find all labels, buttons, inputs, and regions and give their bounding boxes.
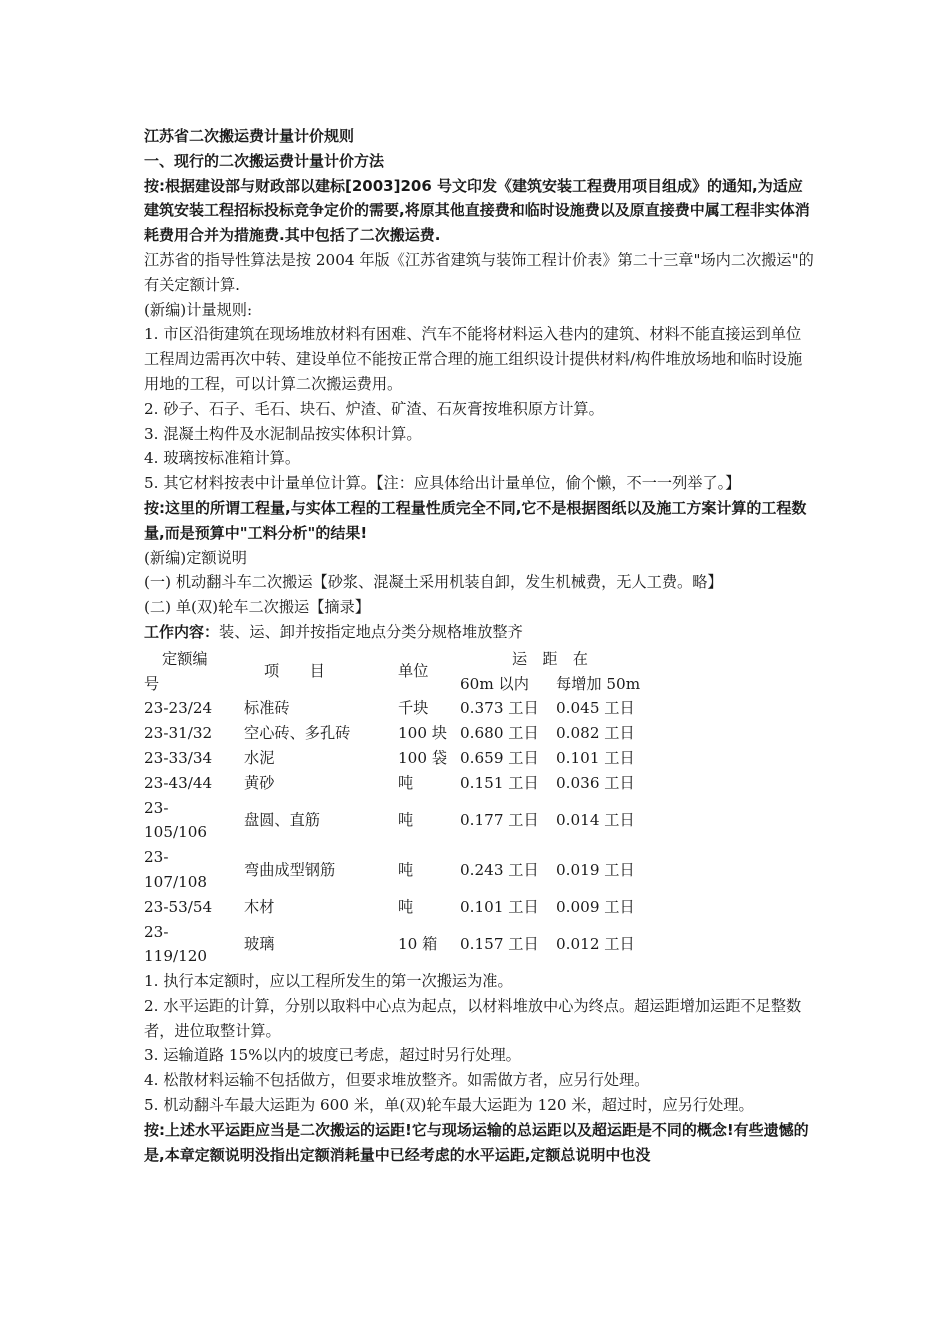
description-item: (二) 单(双)轮车二次搬运【摘录】 bbox=[144, 598, 370, 617]
guidance-paragraph: 江苏省的指导性算法是按 2004 年版《江苏省建筑与装饰工程计价表》第二十三章"场内二次搬运"的有关定额计算. bbox=[144, 250, 814, 294]
rule-item: 1. 市区沿街建筑在现场堆放材料有困难、汽车不能将材料运入巷内的建筑、材料不能直接运到单位工程周边需再次中转、建设单位不能按正常合理的施工组织设计提供材料/构件堆放场地和临时设施用地的工程，可以计算二次搬运费用。 bbox=[144, 325, 803, 393]
cell-code: 23-23/24 bbox=[144, 699, 213, 718]
cell-item: 水泥 bbox=[244, 748, 275, 767]
note-paragraph-1: 按:根据建设部与财政部以建标[2003]206 号文印发《建筑安装工程费用项目组成》的通知,为适应建筑安装工程招标投标竞争定价的需要,将原其他直接费和临时设施费以及原直接费中属工程非实体消耗费用合并为措施费.其中包括了二次搬运费. bbox=[144, 176, 810, 245]
document-title: 江苏省二次搬运费计量计价规则 bbox=[144, 127, 355, 145]
description-item: (一) 机动翻斗车二次搬运【砂浆、混凝土采用机装自卸，发生机械费，无人工费。略】 bbox=[144, 573, 723, 592]
cell-per-50m: 0.101 工日 bbox=[556, 748, 635, 767]
cell-unit: 吨 bbox=[398, 860, 414, 879]
cell-code: 23-43/44 bbox=[144, 773, 213, 792]
cell-code: 23- 105/106 bbox=[144, 798, 208, 842]
cell-per-50m: 0.036 工日 bbox=[556, 773, 635, 792]
cell-unit: 100 袋 bbox=[398, 748, 448, 767]
cell-item: 弯曲成型钢筋 bbox=[244, 860, 336, 879]
work-content-text: 装、运、卸并按指定地点分类分规格堆放整齐 bbox=[219, 622, 523, 641]
header-code: 定额编 号 bbox=[144, 649, 208, 693]
cell-item: 空心砖、多孔砖 bbox=[244, 724, 351, 743]
cell-code: 23-53/54 bbox=[144, 897, 213, 916]
cell-60m: 0.373 工日 bbox=[460, 699, 539, 718]
table-row bbox=[144, 796, 646, 846]
description-heading: (新编)定额说明 bbox=[144, 548, 247, 567]
note-item: 1. 执行本定额时，应以工程所发生的第一次搬运为准。 bbox=[144, 972, 513, 991]
cell-per-50m: 0.009 工日 bbox=[556, 897, 635, 916]
rule-item: 4. 玻璃按标准箱计算。 bbox=[144, 449, 301, 468]
cell-60m: 0.680 工日 bbox=[460, 724, 539, 743]
cell-code: 23- 107/108 bbox=[144, 848, 208, 891]
table-row bbox=[144, 845, 646, 895]
cell-60m: 0.659 工日 bbox=[460, 748, 539, 767]
cell-60m: 0.157 工日 bbox=[460, 934, 539, 953]
note-paragraph-2: 按:这里的所谓工程量,与实体工程的工程量性质完全不同,它不是根据图纸以及施工方案计算的工程数量,而是预算中"工料分析"的结果! bbox=[144, 498, 807, 542]
rule-item: 3. 混凝土构件及水泥制品按实体积计算。 bbox=[144, 424, 422, 443]
table-row bbox=[144, 920, 646, 970]
note-item: 5. 机动翻斗车最大运距为 600 米，单(双)轮车最大运距为 120 米，超过时，应另行处理。 bbox=[144, 1096, 754, 1115]
cell-per-50m: 0.014 工日 bbox=[556, 810, 635, 829]
cell-unit: 吨 bbox=[398, 810, 414, 829]
cell-60m: 0.177 工日 bbox=[460, 810, 539, 829]
cell-code: 23-33/34 bbox=[144, 748, 213, 767]
table-row bbox=[144, 721, 646, 746]
table-row bbox=[144, 895, 646, 920]
cell-60m: 0.243 工日 bbox=[460, 860, 539, 879]
header-per-50m: 每增加 50m bbox=[556, 674, 641, 693]
cell-item: 盘圆、直筋 bbox=[244, 810, 320, 829]
table-row bbox=[144, 696, 646, 721]
cell-item: 木材 bbox=[244, 897, 275, 916]
section-heading: 一、现行的二次搬运费计量计价方法 bbox=[144, 151, 385, 170]
cell-item: 黄砂 bbox=[244, 773, 275, 792]
cell-60m: 0.101 工日 bbox=[460, 897, 539, 916]
cell-per-50m: 0.019 工日 bbox=[556, 860, 635, 879]
header-unit: 单位 bbox=[398, 662, 429, 681]
cell-code: 23- 119/120 bbox=[144, 922, 208, 966]
header-item: 项 目 bbox=[264, 662, 325, 681]
cell-per-50m: 0.082 工日 bbox=[556, 724, 635, 743]
cell-60m: 0.151 工日 bbox=[460, 773, 539, 792]
note-item: 2. 水平运距的计算，分别以取料中心点为起点，以材料堆放中心为终点。超运距增加运距不足整数者，进位取整计算。 bbox=[144, 996, 802, 1040]
rule-item: 2. 砂子、石子、毛石、块石、炉渣、矿渣、石灰膏按堆积原方计算。 bbox=[144, 399, 604, 418]
note-item: 4. 松散材料运输不包括做方，但要求堆放整齐。如需做方者，应另行处理。 bbox=[144, 1071, 650, 1090]
work-content-label: 工作内容： bbox=[144, 622, 220, 641]
cell-per-50m: 0.012 工日 bbox=[556, 934, 635, 953]
cell-unit: 100 块 bbox=[398, 724, 448, 743]
rules-heading: (新编)计量规则: bbox=[144, 300, 253, 319]
cell-per-50m: 0.045 工日 bbox=[556, 699, 635, 718]
cell-unit: 吨 bbox=[398, 897, 414, 916]
cell-code: 23-31/32 bbox=[144, 724, 213, 743]
cell-item: 标准砖 bbox=[244, 699, 290, 718]
header-distance: 运 距 在 bbox=[512, 649, 588, 668]
note-item: 3. 运输道路 15%以内的坡度已考虑，超过时另行处理。 bbox=[144, 1046, 521, 1065]
quota-table bbox=[144, 647, 646, 969]
note-paragraph-3: 按:上述水平运距应当是二次搬运的运距!它与现场运输的总运距以及超运距是不同的概念!有些遗憾的是,本章定额说明没指出定额消耗量中已经考虑的水平运距,定额总说明中也没 bbox=[144, 1120, 809, 1164]
header-60m: 60m 以内 bbox=[460, 674, 529, 693]
document-page bbox=[144, 124, 814, 1167]
cell-unit: 吨 bbox=[398, 773, 414, 792]
work-content bbox=[144, 620, 814, 645]
table-row bbox=[144, 746, 646, 771]
table-row bbox=[144, 771, 646, 796]
cell-unit: 千块 bbox=[398, 699, 429, 718]
cell-unit: 10 箱 bbox=[398, 934, 438, 953]
table-header-row bbox=[144, 647, 646, 672]
rule-item: 5. 其它材料按表中计量单位计算。【注：应具体给出计量单位，偷个懒，不一一列举了。】 bbox=[144, 474, 741, 493]
cell-item: 玻璃 bbox=[244, 934, 275, 953]
